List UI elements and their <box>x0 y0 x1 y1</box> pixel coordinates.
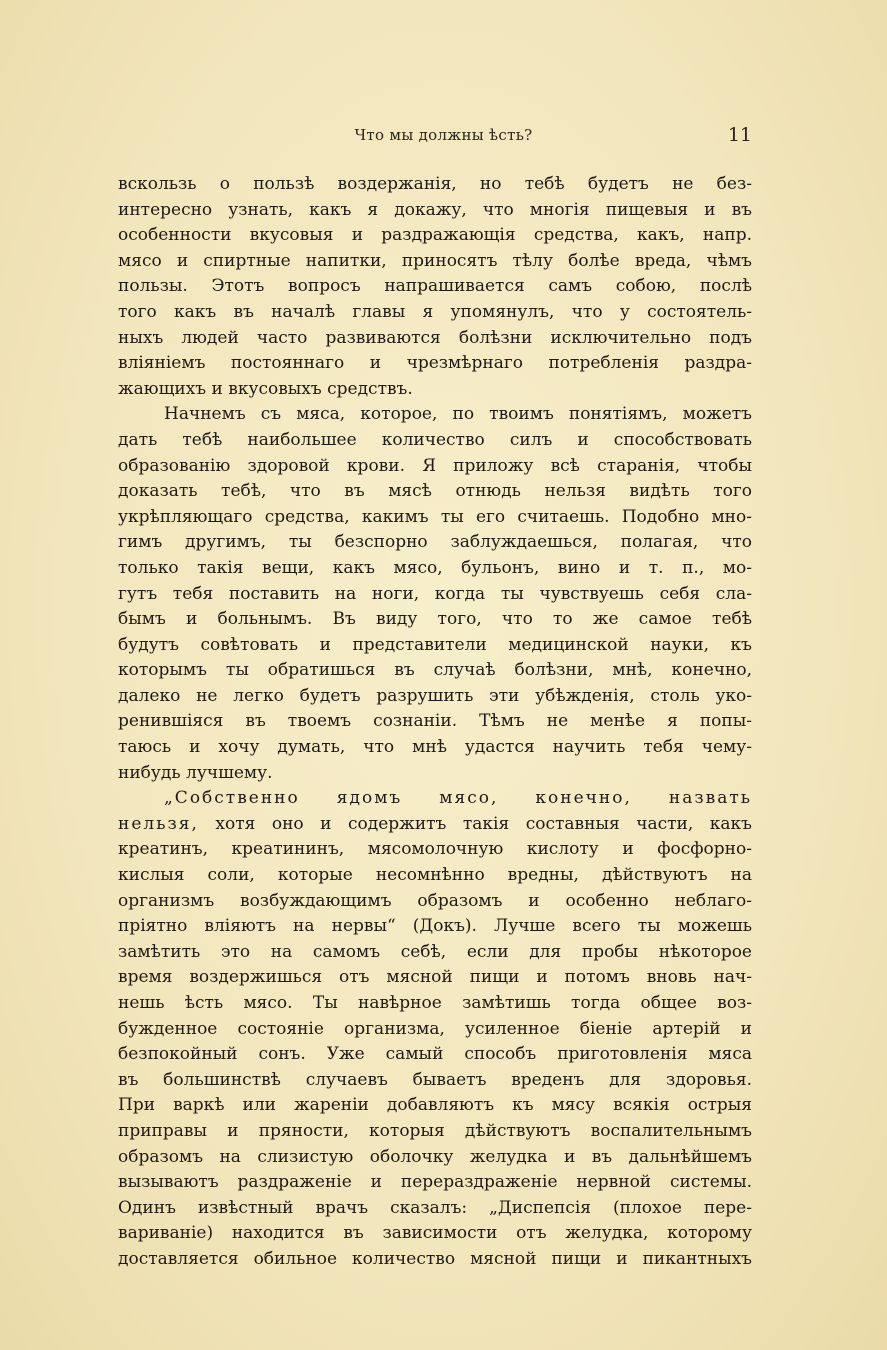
text-line: далеко не легко будетъ разрушить эти убѣжденія, столь уко- <box>118 685 752 706</box>
text-line: интересно узнать, какъ я докажу, что многія пищевыя и въ <box>118 199 752 220</box>
text-line: кислыя соли, которые несомнѣнно вредны, дѣйствуютъ на <box>118 865 752 886</box>
text-line: гутъ тебя поставить на ноги, когда ты чувствуешь себя сла- <box>118 583 752 604</box>
body-text <box>118 172 752 1273</box>
running-title: Что мы должны ѣсть? <box>354 126 533 144</box>
text-line: только такія вещи, какъ мясо, бульонъ, вино и т. п., мо- <box>118 557 752 578</box>
text-line: пользы. Этотъ вопросъ напрашивается самъ собою, послѣ <box>118 276 752 297</box>
text-line: дать тебѣ наибольшее количество силъ и способствовать <box>118 429 752 450</box>
text-line: таюсь и хочу думать, что мнѣ удастся научить тебя чему- <box>118 737 752 758</box>
spaced-word: нельзя, <box>118 813 199 834</box>
text-line: мясо и спиртные напитки, приносятъ тѣлу болѣе вреда, чѣмъ <box>118 250 752 271</box>
text-line: которымъ ты обратишься въ случаѣ болѣзни, мнѣ, конечно, <box>118 660 752 681</box>
text-line: организмъ возбуждающимъ образомъ и особенно неблаго- <box>118 890 752 911</box>
text-line: гимъ другимъ, ты безспорно заблуждаешься, полагая, что <box>118 532 752 553</box>
text-line: бужденное состояніе организма, усиленное біеніе артерій и <box>118 1018 752 1039</box>
text-line: особенности вкусовыя и раздражающія средства, какъ, напр. <box>118 225 752 246</box>
text-line <box>118 812 752 838</box>
text-line: безпокойный сонъ. Уже самый способъ приготовленія мяса <box>118 1044 752 1065</box>
text-line: Начнемъ съ мяса, которое, по твоимъ понятіямъ, можетъ <box>164 404 752 425</box>
text-line: креатинъ, креатининъ, мясомолочную кислоту и фосфорно- <box>118 839 752 860</box>
text-line: въ большинствѣ случаевъ бываетъ вреденъ для здоровья. <box>118 1069 752 1090</box>
text-line: При варкѣ или жареніи добавляютъ къ мясу всякія острыя <box>118 1095 752 1116</box>
text-line: приправы и пряности, которыя дѣйствуютъ воспалительнымъ <box>118 1120 752 1141</box>
text-line: вліяніемъ постояннаго и чрезмѣрнаго потребленія раздра- <box>118 353 752 374</box>
text-line: жающихъ и вкусовыхъ средствъ. <box>118 378 413 399</box>
text-line: нешь ѣсть мясо. Ты навѣрное замѣтишь тогда общее воз- <box>118 993 752 1013</box>
text-line: вариваніе) находится въ зависимости отъ желудка, которому <box>118 1223 752 1244</box>
text-line: будутъ совѣтовать и представители медицинской науки, къ <box>118 634 752 655</box>
text-line: образомъ на слизистую оболочку желудка и въ дальнѣйшемъ <box>118 1146 752 1167</box>
spaced-quote-line: „Собственно ядомъ мясо, конечно, назвать <box>164 788 752 809</box>
text-line: замѣтить это на самомъ себѣ, если для пробы нѣкоторое <box>118 941 752 962</box>
text-line: доставляется обильное количество мясной пищи и пикантныхъ <box>118 1248 752 1269</box>
text-line: образованію здоровой крови. Я приложу всѣ старанія, чтобы <box>118 455 752 476</box>
text-line: ныхъ людей часто развиваются болѣзни исключительно подъ <box>118 327 752 348</box>
text-line: доказать тебѣ, что въ мясѣ отнюдь нельзя видѣть того <box>118 481 752 502</box>
text-line: вызываютъ раздраженіе и перераздраженіе нервной системы. <box>118 1172 752 1193</box>
text-line: ренившіяся въ твоемъ сознаніи. Тѣмъ не менѣе я попы- <box>118 711 752 732</box>
text-line: нибудь лучшему. <box>118 762 273 783</box>
text-line: пріятно вліяютъ на нервы“ (Докъ). Лучше всего ты можешь <box>118 916 752 937</box>
running-head <box>0 122 887 152</box>
text-line: бымъ и больнымъ. Въ виду того, что то же самое тебѣ <box>118 609 752 630</box>
text-line: вскользь о пользѣ воздержанія, но тебѣ будетъ не без- <box>118 174 752 194</box>
text-line: Одинъ извѣстный врачъ сказалъ: „Диспепсія (плохое пере- <box>118 1197 752 1218</box>
text-line: время воздержишься отъ мясной пищи и потомъ вновь нач- <box>118 967 752 988</box>
text-line: укрѣпляющаго средства, какимъ ты его считаешь. Подобно мно- <box>118 506 752 527</box>
text-fragment: хотя оно и содержитъ такія составныя части, какъ <box>198 813 752 834</box>
text-line: того какъ въ началѣ главы я упомянулъ, что у состоятель- <box>118 301 752 322</box>
page-number: 11 <box>727 124 752 146</box>
